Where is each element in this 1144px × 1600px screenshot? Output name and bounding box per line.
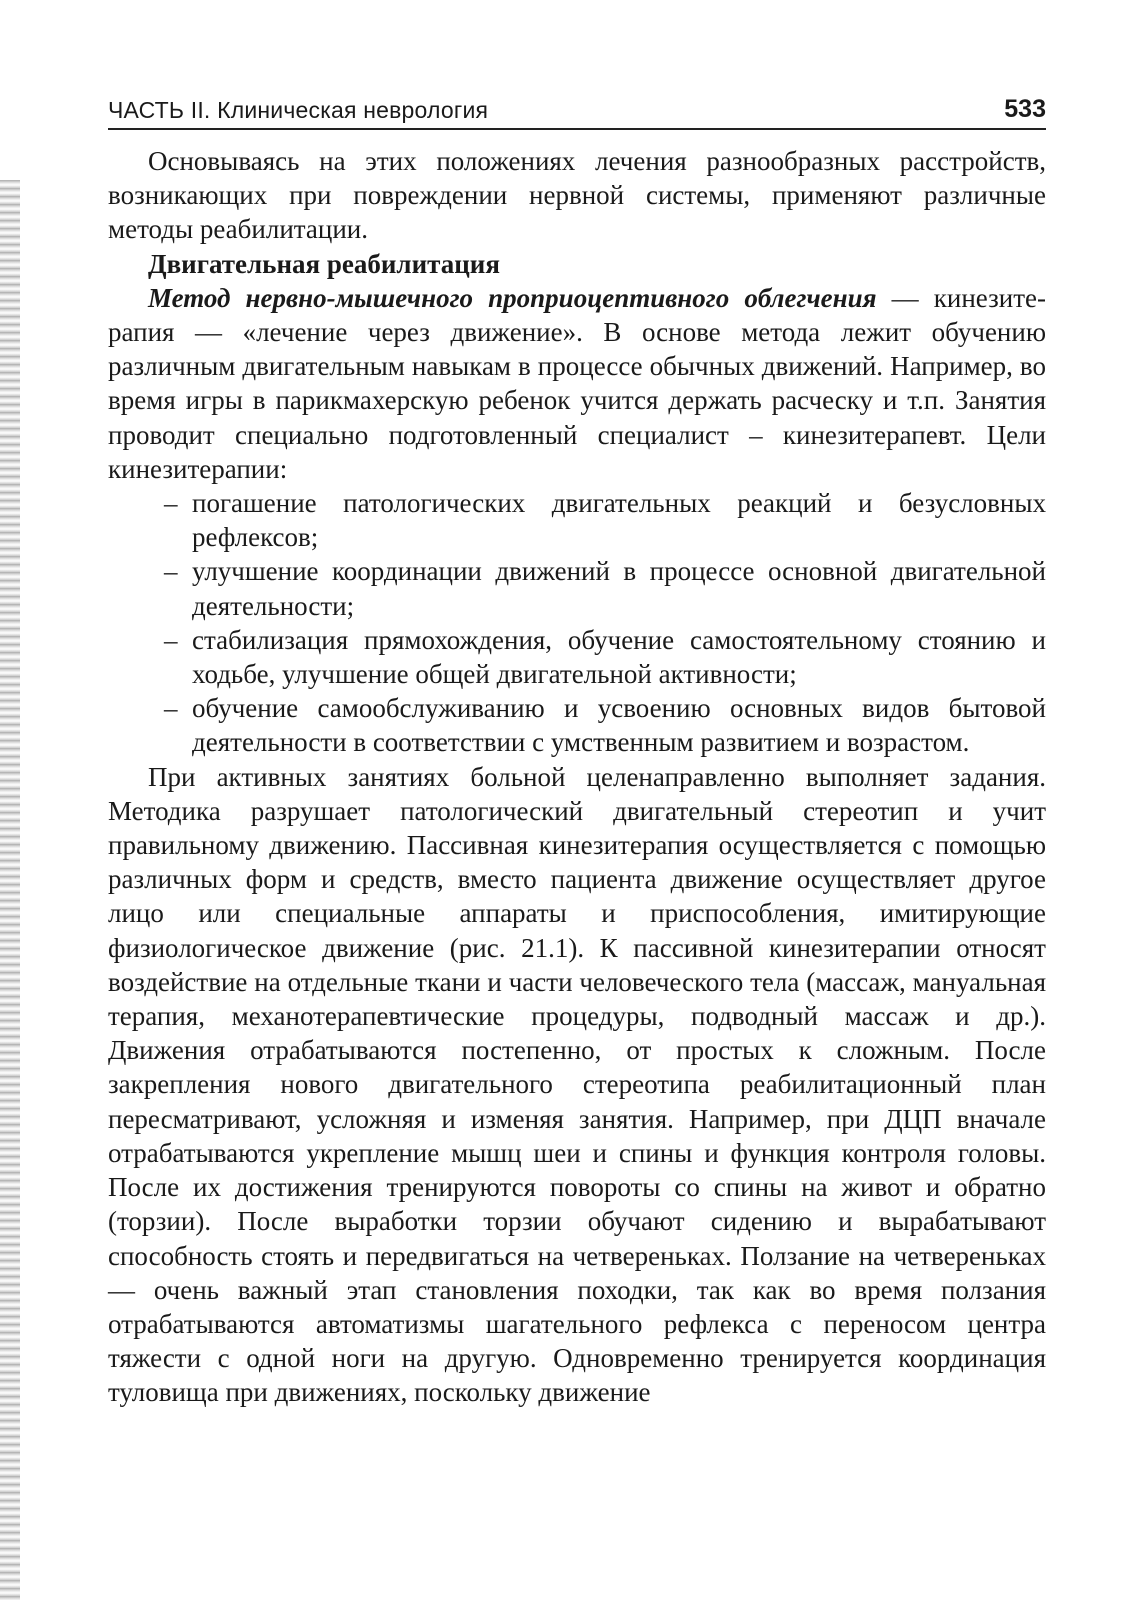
body-text xyxy=(108,144,1046,1410)
goals-list xyxy=(108,486,1046,760)
list-dash: – xyxy=(164,556,178,587)
scan-binding-edge xyxy=(0,180,20,1600)
list-item xyxy=(164,554,1046,622)
method-paragraph xyxy=(108,281,1046,486)
section-heading: Двигательная реабилитация xyxy=(148,248,500,279)
running-header xyxy=(108,88,1046,130)
list-dash: – xyxy=(164,488,178,519)
book-page xyxy=(108,88,1046,1410)
list-item xyxy=(164,691,1046,759)
list-dash: – xyxy=(164,693,178,724)
intro-paragraph: Основываясь на этих положениях лечения разнообразных расстройств, возникающих при повреждении нервной системы, применяют различные методы реабилитации. xyxy=(108,146,1046,245)
page-number: 533 xyxy=(1004,95,1046,123)
list-item-text: погашение патологических двигательных реакций и безусловных рефлексов; xyxy=(192,488,1046,553)
list-item-text: улучшение координации движений в процессе основной двигательной деятельности; xyxy=(192,556,1046,621)
chapter-title: ЧАСТЬ II. Клиническая неврология xyxy=(108,97,489,123)
method-term: Метод нервно-мышечного проприоцептивного облегчения xyxy=(148,282,877,313)
list-item-text: обучение самообслуживанию и усвоению основных видов бытовой деятельности в соответствии с умственным развитием и возрастом. xyxy=(192,693,1046,758)
method-text: — кинезитерапия — «лечение через движение». В основе метода лежит обучению различным двигательным навыкам в процессе обычных движений. Например, во время игры в парикмахерскую ребенок учится держать расческу и т.п. Занятия проводит специально подготовленный специалист – кинезитерапевт. Цели кинезитерапии: xyxy=(108,282,1046,484)
list-item-text: стабилизация прямохождения, обучение самостоятельному стоянию и ходьбе, улучшение общей двигательной активности; xyxy=(192,624,1046,690)
main-paragraph: При активных занятиях больной целенаправленно выполняет задания. Методика разрушает патологический двигательный стереотип и учит правильному движению. Пассивная кинезитерапия осуществляется с помощью различных форм и средств, вместо пациента движение осуществляет другое лицо или специальные аппараты и приспособления, имитирующие физиологическое движение (рис. 21.1). К пассивной кинезитерапии относят воздействие на отдельные ткани и части человеческого тела (массаж, мануальная терапия, механотерапевтические процедуры, подводный массаж и др.). Движения отрабатываются постепенно, от простых к сложным. После закрепления нового двигательного стереотипа реабилитационный план пересматривают, усложняя и изменяя занятия. Например, при ДЦП вначале отрабатываются укрепление мышц шеи и спины и функция контроля головы. После их достижения тренируются повороты со спины на живот и обратно (торзии). После выработки торзии обучают сидению и вырабатывают способность стоять и передвигаться на четвереньках. Ползание на четвереньках — очень важный этап становления походки, так как во время ползания отрабатываются автоматизмы шагательного рефлекса с переносом центра тяжести с одной ноги на другую. Одновременно тренируется координация туловища при движениях, поскольку движение xyxy=(108,761,1046,1408)
list-item xyxy=(164,486,1046,554)
list-item xyxy=(164,623,1046,691)
list-dash: – xyxy=(164,624,178,655)
